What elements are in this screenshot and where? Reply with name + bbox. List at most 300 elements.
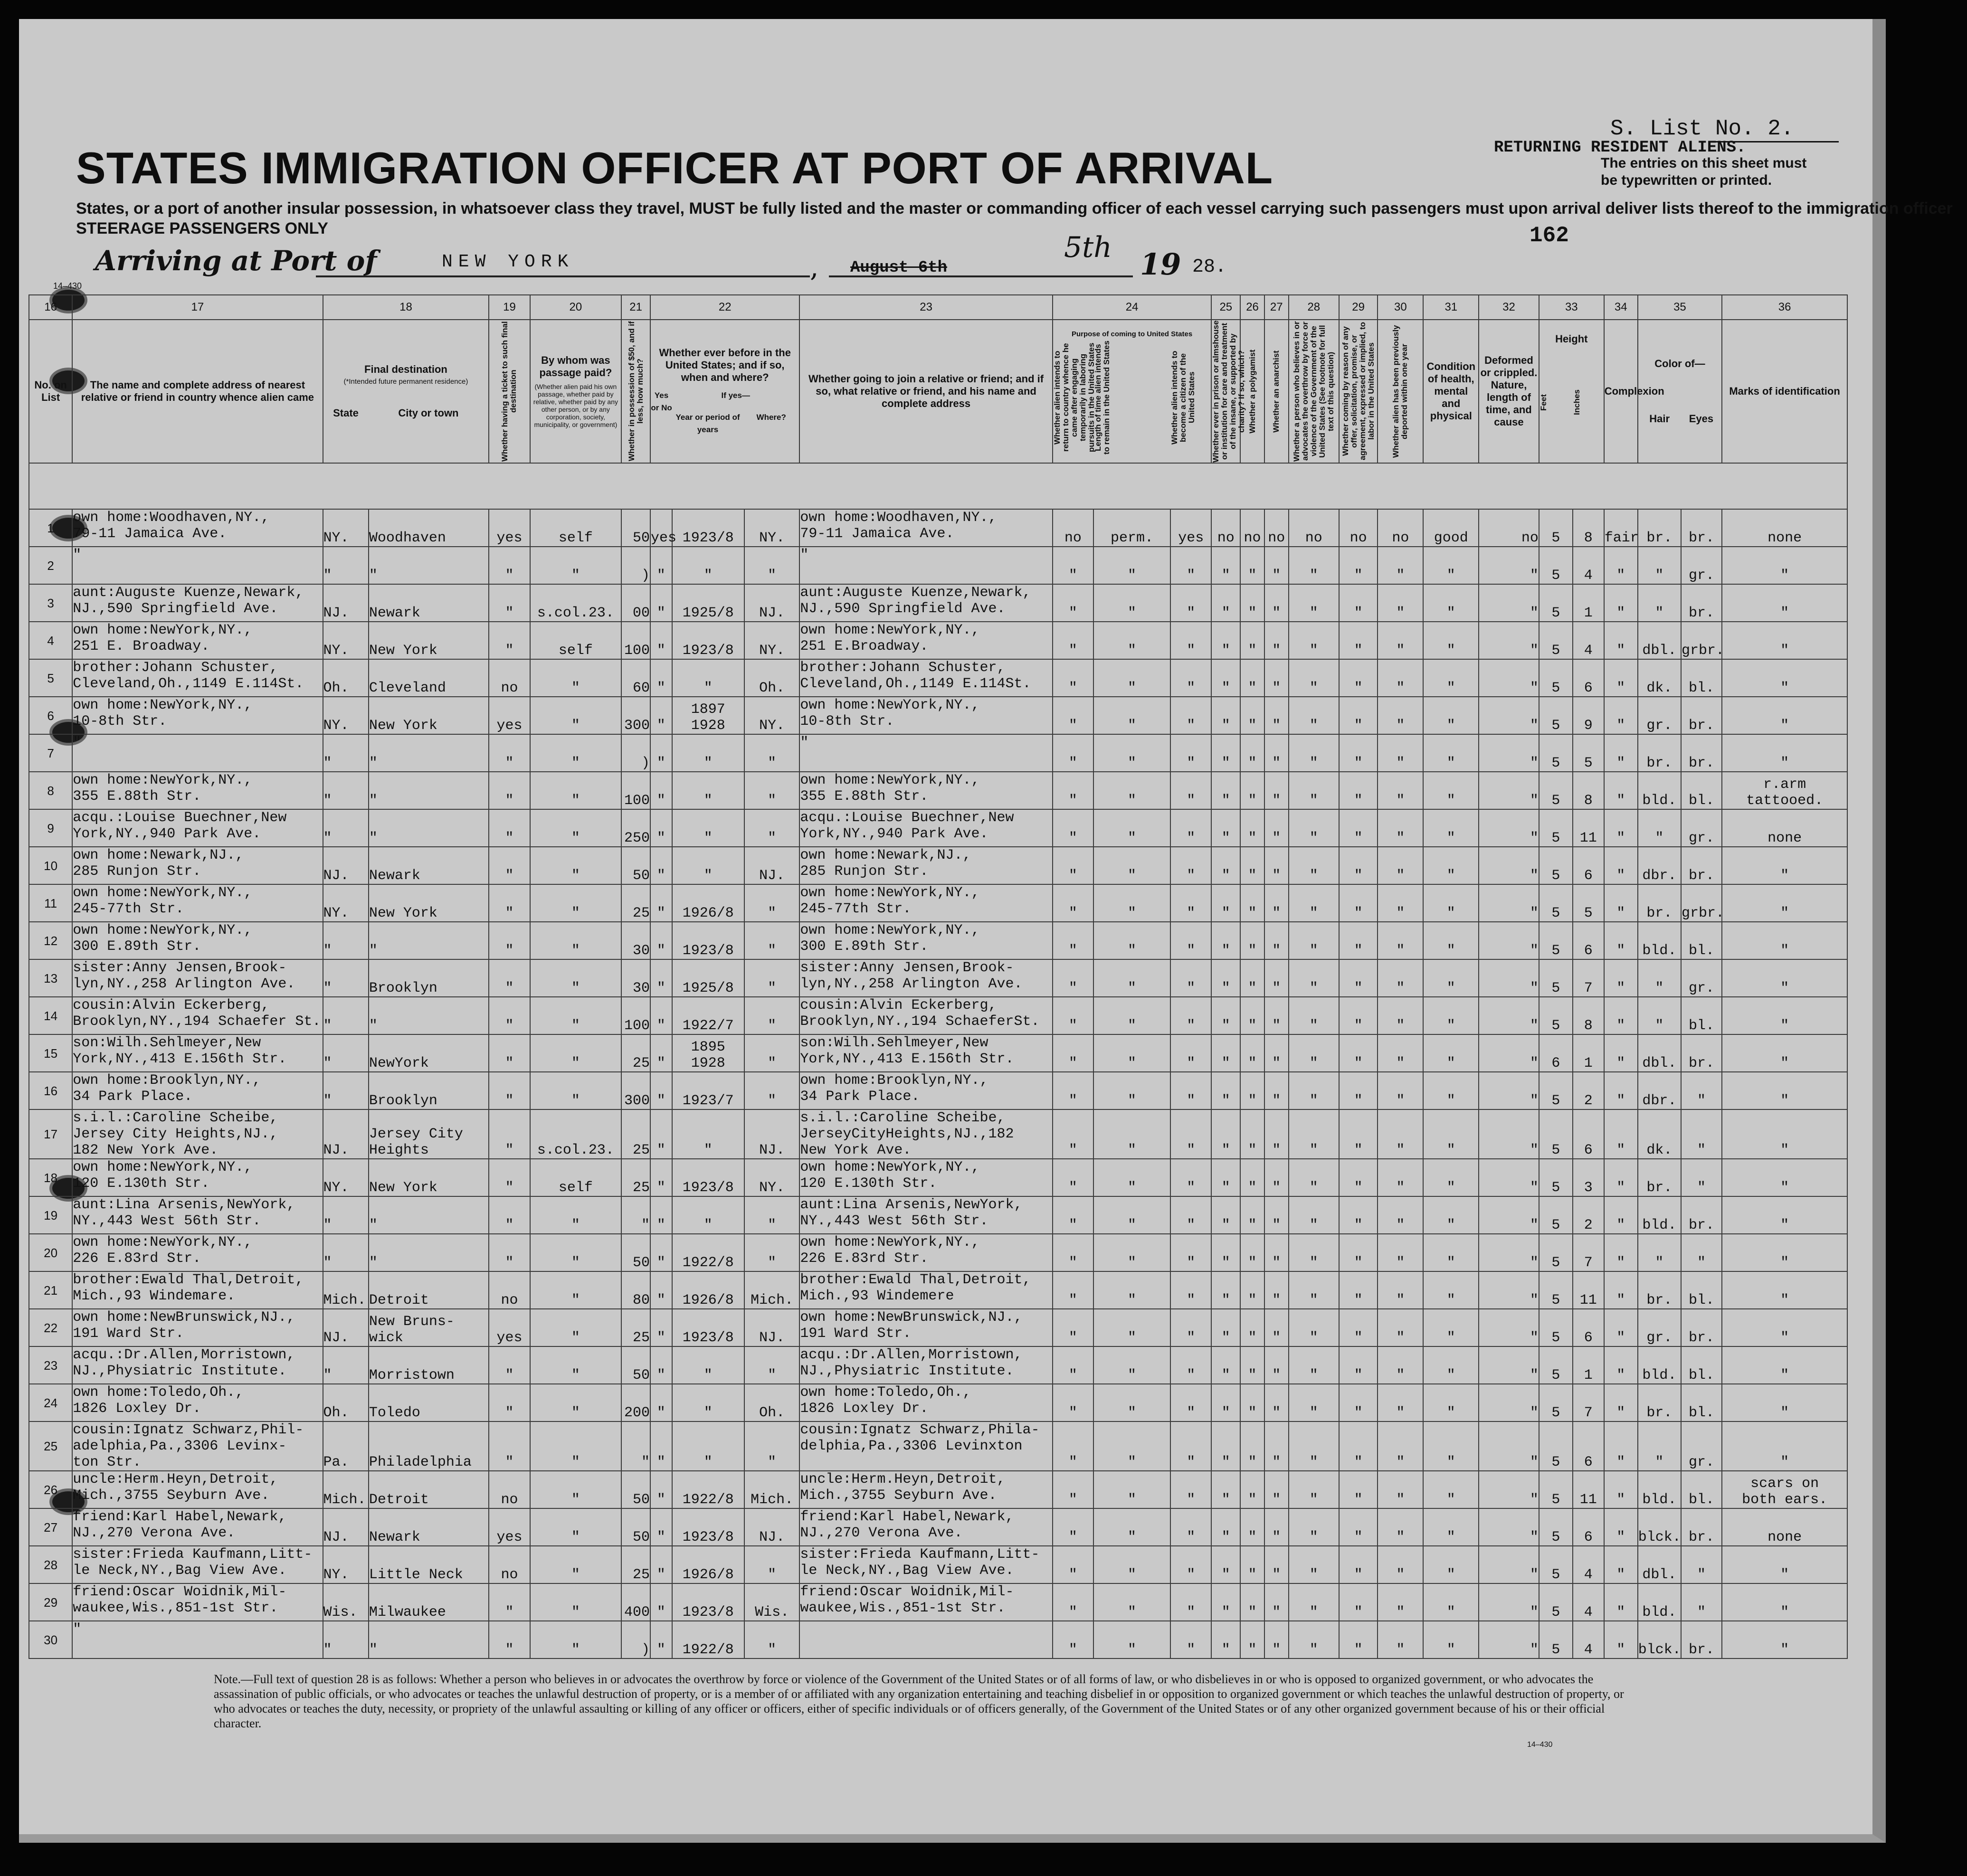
deformed-cell: ": [1479, 1546, 1539, 1583]
col-number: 16: [29, 295, 72, 320]
paid-by-cell: ": [530, 1346, 622, 1384]
paid-by-cell: ": [530, 1621, 622, 1658]
relative-address: [72, 1234, 323, 1271]
joining-address-line-1: own home:NewYork,NY.,: [800, 1159, 980, 1175]
city-cell: Cleveland: [369, 659, 489, 697]
city-cell: Woodhaven: [369, 509, 489, 547]
relative-address-line-1: own home:NewBrunswick,NJ.,: [73, 1309, 295, 1326]
header-feet: Feet: [1539, 394, 1548, 411]
deformed-cell: ": [1479, 734, 1539, 772]
year-period-cell: ": [672, 1346, 744, 1384]
purpose-return-cell: ": [1053, 772, 1093, 809]
row-number: 5: [29, 659, 72, 697]
height-feet-cell: 5: [1539, 697, 1573, 734]
where-cell: ": [744, 1546, 800, 1583]
health-cell: ": [1423, 1234, 1479, 1271]
deformed-cell: ": [1479, 547, 1539, 584]
year-period-cell: 1923/7: [672, 1072, 744, 1109]
before-us-cell: ": [650, 584, 672, 622]
city-cell: Brooklyn: [369, 1072, 489, 1109]
joining-address-line-1: own home:NewYork,NY.,: [800, 922, 980, 938]
header-marks: Marks of identification: [1722, 320, 1847, 463]
health-cell: ": [1423, 1109, 1479, 1159]
relative-address: [72, 697, 323, 734]
relative-address: [72, 1508, 323, 1546]
relative-address: [72, 959, 323, 997]
polygamist-cell: ": [1240, 1309, 1264, 1346]
joining-address: [799, 884, 1052, 922]
height-inches-cell: 7: [1573, 959, 1604, 997]
deported-cell: ": [1378, 809, 1423, 847]
polygamist-cell: ": [1240, 884, 1264, 922]
polygamist-cell: ": [1240, 584, 1264, 622]
complexion-cell: ": [1604, 1309, 1638, 1346]
health-cell: ": [1423, 1034, 1479, 1072]
hair-cell: bld.: [1638, 1583, 1681, 1621]
anarchist-cell: ": [1264, 884, 1289, 922]
deported-cell: ": [1378, 1583, 1423, 1621]
purpose-length-cell: ": [1093, 734, 1170, 772]
relative-address: [72, 547, 323, 584]
joining-address: [799, 1346, 1052, 1384]
table-row: [29, 884, 1847, 922]
polygamist-cell: ": [1240, 1508, 1264, 1546]
health-cell: ": [1423, 772, 1479, 809]
marks-cell: r.arm tattooed.: [1722, 772, 1847, 809]
polygamist-cell: ": [1240, 809, 1264, 847]
port-underline: [316, 275, 810, 277]
purpose-length-cell: ": [1093, 1271, 1170, 1309]
complexion-cell: ": [1604, 1546, 1638, 1583]
prison-cell: ": [1211, 1072, 1240, 1109]
joining-address-line-2: 191 Ward Str.: [800, 1326, 912, 1342]
contract-cell: ": [1339, 622, 1378, 659]
purpose-citizen-cell: ": [1170, 547, 1211, 584]
hair-cell: gr.: [1638, 1309, 1681, 1346]
polygamist-cell: ": [1240, 1034, 1264, 1072]
relative-address-line-1: brother:Johann Schuster,: [73, 660, 278, 676]
purpose-return-cell: ": [1053, 922, 1093, 959]
contract-cell: ": [1339, 847, 1378, 884]
ticket-cell: no: [489, 1471, 530, 1508]
row-number: 6: [29, 697, 72, 734]
state-cell: ": [323, 772, 369, 809]
marks-cell: ": [1722, 1621, 1847, 1658]
relative-address-line-2: 10-8th Str.: [73, 713, 167, 730]
state-cell: ": [323, 1621, 369, 1658]
complexion-cell: ": [1604, 959, 1638, 997]
hair-cell: blck.: [1638, 1621, 1681, 1658]
before-us-cell: yes: [650, 509, 672, 547]
anarchist-cell: ": [1264, 1346, 1289, 1384]
relative-address-line-1: cousin:Ignatz Schwarz,Phil-: [73, 1422, 304, 1438]
before-us-cell: ": [650, 659, 672, 697]
health-cell: ": [1423, 847, 1479, 884]
deported-cell: ": [1378, 1234, 1423, 1271]
header-if-yes: If yes—: [721, 391, 750, 400]
polygamist-cell: ": [1240, 1421, 1264, 1471]
health-cell: ": [1423, 1271, 1479, 1309]
col-number: 31: [1423, 295, 1479, 320]
deported-cell: ": [1378, 1072, 1423, 1109]
purpose-length-cell: ": [1093, 659, 1170, 697]
purpose-citizen-cell: ": [1170, 1159, 1211, 1196]
joining-address-line-1: aunt:Auguste Kuenze,Newark,: [800, 585, 1031, 601]
table-row: [29, 1583, 1847, 1621]
eyes-cell: bl.: [1681, 922, 1722, 959]
overthrow-cell: ": [1289, 922, 1339, 959]
where-cell: ": [744, 1034, 800, 1072]
prison-cell: ": [1211, 1109, 1240, 1159]
column-header-row: [29, 320, 1847, 463]
contract-cell: ": [1339, 1196, 1378, 1234]
paid-by-cell: ": [530, 1271, 622, 1309]
table-row: [29, 1384, 1847, 1421]
paid-by-cell: self: [530, 622, 622, 659]
deported-cell: ": [1378, 847, 1423, 884]
purpose-citizen-cell: ": [1170, 1196, 1211, 1234]
state-cell: Oh.: [323, 659, 369, 697]
height-feet-cell: 5: [1539, 1583, 1573, 1621]
paid-by-cell: ": [530, 1546, 622, 1583]
marks-cell: ": [1722, 1109, 1847, 1159]
overthrow-cell: ": [1289, 734, 1339, 772]
complexion-cell: ": [1604, 884, 1638, 922]
col-number: 28: [1289, 295, 1339, 320]
height-feet-cell: 5: [1539, 847, 1573, 884]
purpose-return-cell: ": [1053, 734, 1093, 772]
money-cell: 50: [621, 509, 650, 547]
where-cell: NY.: [744, 1159, 800, 1196]
joining-address-line-2: NJ.,Physiatric Institute.: [800, 1363, 1014, 1379]
relative-address-line-2: 120 E.130th Str.: [73, 1175, 210, 1192]
port-comma: ,: [810, 251, 819, 283]
relative-address-line-2: waukee,Wis.,851-1st Str.: [73, 1600, 278, 1616]
paid-by-cell: ": [530, 1471, 622, 1508]
prison-cell: ": [1211, 884, 1240, 922]
joining-address-line-2: 10-8th Str.: [800, 713, 894, 730]
prison-cell: ": [1211, 697, 1240, 734]
overthrow-cell: no: [1289, 509, 1339, 547]
purpose-return-cell: ": [1053, 1421, 1093, 1471]
complexion-cell: ": [1604, 1384, 1638, 1421]
col-number: 17: [72, 295, 323, 320]
purpose-return-cell: ": [1053, 697, 1093, 734]
list-label: S. List: [1610, 116, 1702, 141]
paid-by-cell: ": [530, 697, 622, 734]
money-cell: 30: [621, 922, 650, 959]
contract-cell: ": [1339, 697, 1378, 734]
joining-address-line-2: 226 E.83rd Str.: [800, 1251, 929, 1267]
height-feet-cell: 5: [1539, 1159, 1573, 1196]
where-cell: Wis.: [744, 1583, 800, 1621]
where-cell: ": [744, 1072, 800, 1109]
before-us-cell: ": [650, 1234, 672, 1271]
joining-address-line-1: own home:Woodhaven,NY.,: [800, 510, 997, 526]
health-cell: ": [1423, 884, 1479, 922]
header-anarchist-text: Whether an anarchist: [1272, 350, 1281, 433]
joining-address: [799, 847, 1052, 884]
deported-cell: ": [1378, 1421, 1423, 1471]
where-cell: ": [744, 1346, 800, 1384]
page-title: STATES IMMIGRATION OFFICER AT PORT OF ARRIVAL: [76, 143, 1273, 193]
joining-address: [799, 1234, 1052, 1271]
complexion-cell: ": [1604, 1508, 1638, 1546]
health-cell: ": [1423, 697, 1479, 734]
anarchist-cell: ": [1264, 1196, 1289, 1234]
year-period-cell: ": [672, 734, 744, 772]
state-cell: ": [323, 1196, 369, 1234]
intro-text: States, or a port of another insular possession, in whatsoever class they travel, MUST be fully listed and the master or commanding officer of each vessel carrying such passengers must upon arrival deliver lists thereof to the immigration officer: [76, 199, 1953, 218]
marks-cell: ": [1722, 1546, 1847, 1583]
contract-cell: ": [1339, 959, 1378, 997]
complexion-cell: ": [1604, 1196, 1638, 1234]
money-cell: 200: [621, 1384, 650, 1421]
joining-address-line-1: own home:Newark,NJ.,: [800, 847, 971, 863]
height-inches-cell: 8: [1573, 772, 1604, 809]
header-deported: [1378, 320, 1423, 463]
money-cell: 00: [621, 584, 650, 622]
year-period-cell: 1923/8: [672, 1583, 744, 1621]
deported-cell: ": [1378, 734, 1423, 772]
state-cell: NJ.: [323, 1109, 369, 1159]
purpose-length-cell: ": [1093, 1621, 1170, 1658]
ticket-cell: ": [489, 584, 530, 622]
overthrow-cell: ": [1289, 959, 1339, 997]
row-number: 13: [29, 959, 72, 997]
money-cell: 100: [621, 622, 650, 659]
footer-code: 14–430: [1527, 1741, 1553, 1749]
relative-address: [72, 1471, 323, 1508]
table-row: [29, 772, 1847, 809]
marks-cell: ": [1722, 547, 1847, 584]
relative-address-line-1: friend:Karl Habel,Newark,: [73, 1509, 287, 1525]
joining-address-line-2: ": [800, 547, 809, 563]
anarchist-cell: ": [1264, 847, 1289, 884]
relative-address: [72, 1196, 323, 1234]
relative-address-line-2: 34 Park Place.: [73, 1089, 193, 1105]
contract-cell: ": [1339, 1234, 1378, 1271]
overthrow-cell: ": [1289, 622, 1339, 659]
joining-address: [799, 1109, 1052, 1159]
hair-cell: br.: [1638, 509, 1681, 547]
year-period-cell: 1922/8: [672, 1471, 744, 1508]
paid-by-cell: self: [530, 509, 622, 547]
relative-address-line-1: own home:NewYork,NY.,: [73, 622, 253, 638]
joining-address-line-2: 34 Park Place.: [800, 1089, 920, 1105]
height-inches-cell: 6: [1573, 1421, 1604, 1471]
year-period-cell: 1926/8: [672, 1271, 744, 1309]
eyes-cell: br.: [1681, 734, 1722, 772]
relative-address-line-1: own home:Brooklyn,NY.,: [73, 1072, 261, 1089]
purpose-length-cell: ": [1093, 697, 1170, 734]
before-us-cell: ": [650, 1309, 672, 1346]
purpose-citizen-cell: ": [1170, 922, 1211, 959]
before-us-cell: ": [650, 1421, 672, 1471]
row-number: 2: [29, 547, 72, 584]
prison-cell: ": [1211, 1546, 1240, 1583]
polygamist-cell: ": [1240, 1583, 1264, 1621]
complexion-cell: ": [1604, 1346, 1638, 1384]
money-cell: ": [621, 1421, 650, 1471]
header-prison-text: Whether ever in prison or almshouse or institution for care and treatment of the insane, or supported by charity? If so, which?: [1211, 320, 1246, 463]
before-us-cell: ": [650, 1159, 672, 1196]
purpose-return-cell: ": [1053, 584, 1093, 622]
polygamist-cell: ": [1240, 1234, 1264, 1271]
relative-address-line-2: 79-11 Jamaica Ave.: [73, 526, 227, 542]
marks-cell: ": [1722, 622, 1847, 659]
city-cell: Newark: [369, 1508, 489, 1546]
joining-address-line-2: 300 E.89th Str.: [800, 938, 929, 955]
year-period-cell: ": [672, 1196, 744, 1234]
header-purpose-length: Length of time alien intends to remain in the United States: [1093, 341, 1112, 455]
hair-cell: br.: [1638, 734, 1681, 772]
relative-address-line-1: sister:Anny Jensen,Brook-: [73, 960, 287, 976]
joining-address-line-1: cousin:Ignatz Schwarz,Phila-: [800, 1422, 1040, 1438]
eyes-cell: br.: [1681, 509, 1722, 547]
ticket-cell: ": [489, 1621, 530, 1658]
ticket-cell: ": [489, 734, 530, 772]
ticket-cell: ": [489, 547, 530, 584]
overthrow-cell: ": [1289, 1421, 1339, 1471]
relative-address-line-2: ": [73, 547, 82, 563]
health-cell: ": [1423, 1309, 1479, 1346]
polygamist-cell: ": [1240, 697, 1264, 734]
hair-cell: dbl.: [1638, 1546, 1681, 1583]
where-cell: ": [744, 734, 800, 772]
purpose-citizen-cell: ": [1170, 959, 1211, 997]
purpose-citizen-cell: ": [1170, 1346, 1211, 1384]
joining-address-line-1: own home:NewBrunswick,NJ.,: [800, 1309, 1023, 1326]
joining-address: [799, 1271, 1052, 1309]
state-cell: ": [323, 959, 369, 997]
row-number: 21: [29, 1271, 72, 1309]
eyes-cell: ": [1681, 1072, 1722, 1109]
purpose-length-cell: ": [1093, 1384, 1170, 1421]
ticket-cell: yes: [489, 509, 530, 547]
city-cell: Philadelphia: [369, 1421, 489, 1471]
prison-cell: ": [1211, 809, 1240, 847]
height-feet-cell: 5: [1539, 1471, 1573, 1508]
polygamist-cell: ": [1240, 1271, 1264, 1309]
polygamist-cell: ": [1240, 1072, 1264, 1109]
col-number: 20: [530, 295, 622, 320]
money-cell: ): [621, 547, 650, 584]
joining-address: [799, 734, 1052, 772]
header-ticket-text: Whether having a ticket to such final destination: [500, 321, 518, 462]
joining-address-line-2: 245-77th Str.: [800, 901, 912, 917]
deformed-cell: ": [1479, 1271, 1539, 1309]
hair-cell: dbl.: [1638, 622, 1681, 659]
deported-cell: ": [1378, 959, 1423, 997]
polygamist-cell: ": [1240, 622, 1264, 659]
relative-address-line-1: own home:Toledo,Oh.,: [73, 1384, 244, 1401]
paid-by-cell: ": [530, 922, 622, 959]
marks-cell: ": [1722, 659, 1847, 697]
joining-address: [799, 1196, 1052, 1234]
state-cell: ": [323, 922, 369, 959]
paid-by-cell: ": [530, 1583, 622, 1621]
marks-cell: ": [1722, 1072, 1847, 1109]
relative-address-line-2: 300 E.89th Str.: [73, 938, 201, 955]
state-cell: NY.: [323, 1159, 369, 1196]
money-cell: 50: [621, 1234, 650, 1271]
eyes-cell: ": [1681, 1234, 1722, 1271]
header-state: State: [333, 407, 359, 419]
eyes-cell: gr.: [1681, 809, 1722, 847]
relative-address: [72, 809, 323, 847]
height-feet-cell: 5: [1539, 1234, 1573, 1271]
marks-cell: ": [1722, 1034, 1847, 1072]
deformed-cell: ": [1479, 847, 1539, 884]
purpose-citizen-cell: yes: [1170, 509, 1211, 547]
returning-label: RETURNING RESIDENT ALIENS.: [1494, 139, 1746, 157]
health-cell: ": [1423, 1621, 1479, 1658]
purpose-length-cell: ": [1093, 847, 1170, 884]
col-number: 26: [1240, 295, 1264, 320]
joining-address-line-2: 1826 Loxley Dr.: [800, 1401, 929, 1417]
color-of-label: Color of—: [1654, 358, 1705, 370]
table-row: [29, 659, 1847, 697]
col-number: 33: [1539, 295, 1604, 320]
where-cell: ": [744, 809, 800, 847]
where-cell: ": [744, 1621, 800, 1658]
relative-address-line-1: own home:NewYork,NY.,: [73, 885, 253, 901]
relative-address-line-2: NJ.,Physiatric Institute.: [73, 1363, 287, 1379]
eyes-cell: bl.: [1681, 1346, 1722, 1384]
height-inches-cell: 6: [1573, 847, 1604, 884]
complexion-cell: ": [1604, 734, 1638, 772]
joining-address: [799, 997, 1052, 1034]
height-inches-cell: 6: [1573, 1508, 1604, 1546]
money-cell: 25: [621, 1159, 650, 1196]
header-where: Where?: [756, 413, 786, 422]
purpose-length-cell: ": [1093, 1109, 1170, 1159]
purpose-return-cell: ": [1053, 547, 1093, 584]
city-cell: Newark: [369, 847, 489, 884]
polygamist-cell: ": [1240, 1159, 1264, 1196]
joining-address-line-2: York,NY.,940 Park Ave.: [800, 826, 988, 842]
purpose-length-cell: ": [1093, 1471, 1170, 1508]
ticket-cell: ": [489, 1159, 530, 1196]
city-cell: ": [369, 997, 489, 1034]
health-cell: ": [1423, 659, 1479, 697]
where-cell: Oh.: [744, 659, 800, 697]
deformed-cell: ": [1479, 1346, 1539, 1384]
deported-cell: ": [1378, 1309, 1423, 1346]
before-us-cell: ": [650, 697, 672, 734]
relative-address: [72, 1546, 323, 1583]
money-cell: 25: [621, 884, 650, 922]
header-final-destination: [323, 320, 489, 463]
year-period-cell: 1925/8: [672, 959, 744, 997]
header-health: Condition of health, mental and physical: [1423, 320, 1479, 463]
table-row: [29, 1421, 1847, 1471]
money-cell: 300: [621, 1072, 650, 1109]
money-cell: 60: [621, 659, 650, 697]
joining-address-line-1: s.i.l.:Caroline Scheibe,: [800, 1110, 1006, 1126]
blank-cell: [29, 463, 1847, 509]
hair-cell: br.: [1638, 1271, 1681, 1309]
contract-cell: ": [1339, 1034, 1378, 1072]
height-inches-cell: 7: [1573, 1384, 1604, 1421]
height-inches-cell: 4: [1573, 1583, 1604, 1621]
before-us-cell: ": [650, 1034, 672, 1072]
city-cell: Morristown: [369, 1346, 489, 1384]
anarchist-cell: ": [1264, 1621, 1289, 1658]
col-number: 30: [1378, 295, 1423, 320]
relative-address-line-2: York,NY.,413 E.156th Str.: [73, 1051, 287, 1067]
